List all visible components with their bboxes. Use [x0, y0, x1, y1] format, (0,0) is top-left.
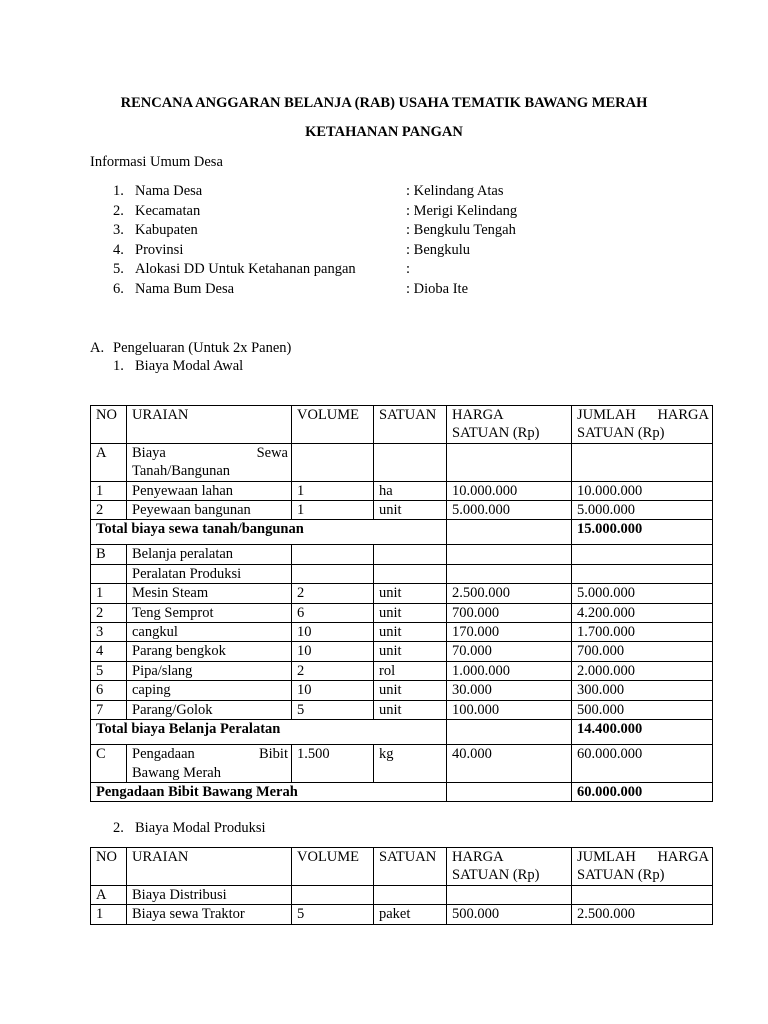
- group-row-b: [91, 545, 713, 564]
- cell-uraian: Teng Semprot: [127, 603, 292, 622]
- cell-volume: 5: [292, 905, 374, 924]
- header-volume: VOLUME: [292, 848, 374, 886]
- cell-jumlah: 2.000.000: [572, 661, 713, 680]
- group-row-a: A Biaya Distribusi: [91, 885, 713, 904]
- table-row: [91, 623, 713, 642]
- cell-no: 2: [91, 501, 127, 520]
- empty-cell: [292, 564, 374, 583]
- cell-jumlah: 5.000.000: [572, 501, 713, 520]
- cell-volume: 1.500: [292, 745, 374, 783]
- header-jumlah: JUMLAH HARGA SATUAN (Rp): [572, 848, 713, 886]
- total-label: Total biaya sewa tanah/bangunan: [91, 520, 447, 545]
- cell-uraian: cangkul: [127, 623, 292, 642]
- info-item-value: : Dioba Ite: [406, 280, 469, 297]
- cell-no: 5: [91, 661, 127, 680]
- total-row-a: [91, 520, 713, 545]
- total-value: 60.000.000: [572, 782, 713, 801]
- cell-no: 1: [91, 905, 127, 924]
- info-item-value: : Bengkulu: [406, 241, 471, 258]
- cell-no: 4: [91, 642, 127, 661]
- info-item-number: 6.: [113, 280, 124, 297]
- cell-satuan: rol: [374, 661, 447, 680]
- cell-harga: 1.000.000: [447, 661, 572, 680]
- subgroup-row: [91, 564, 713, 583]
- cell-satuan: unit: [374, 681, 447, 700]
- empty-cell: [374, 564, 447, 583]
- empty-cell: [292, 545, 374, 564]
- cell-satuan: unit: [374, 700, 447, 719]
- total-spacer: [447, 720, 572, 745]
- total-spacer: [447, 782, 572, 801]
- cell-volume: 10: [292, 681, 374, 700]
- cell-harga: 40.000: [447, 745, 572, 783]
- subsection-2-number: 2.: [113, 820, 124, 836]
- info-item-label: Kecamatan: [135, 202, 201, 219]
- group-code: B: [91, 545, 127, 564]
- table-row: [91, 661, 713, 680]
- cell-uraian: Parang bengkok: [127, 642, 292, 661]
- cell-satuan: unit: [374, 501, 447, 520]
- total-value: 14.400.000: [572, 720, 713, 745]
- cell-volume: 2: [292, 584, 374, 603]
- section-a-heading: Pengeluaran (Untuk 2x Panen): [113, 340, 292, 356]
- cell-volume: 6: [292, 603, 374, 622]
- subsection-1-heading: Biaya Modal Awal: [135, 358, 244, 374]
- header-satuan: SATUAN: [374, 848, 447, 886]
- table-row: [91, 481, 713, 500]
- empty-cell: [91, 564, 127, 583]
- info-item-label: Alokasi DD Untuk Ketahanan pangan: [135, 261, 356, 277]
- cell-no: 3: [91, 623, 127, 642]
- info-item-value: : Merigi Kelindang: [406, 202, 518, 219]
- cell-no: 1: [91, 584, 127, 603]
- cell-uraian: Parang/Golok: [127, 700, 292, 719]
- cell-jumlah: 5.000.000: [572, 584, 713, 603]
- info-item-number: 1.: [113, 183, 124, 199]
- table-header-row: [91, 848, 713, 886]
- cell-satuan: kg: [374, 745, 447, 783]
- table-header-row: [91, 406, 713, 444]
- cell-satuan: unit: [374, 642, 447, 661]
- cell-uraian: Penyewaan lahan: [127, 481, 292, 500]
- info-item-label: Kabupaten: [135, 222, 198, 238]
- cell-jumlah: 4.200.000: [572, 603, 713, 622]
- cell-volume: 2: [292, 661, 374, 680]
- total-spacer: [447, 520, 572, 545]
- total-row-c: [91, 782, 713, 801]
- group-code: C: [91, 745, 127, 783]
- cell-volume: 5: [292, 700, 374, 719]
- cell-harga: 2.500.000: [447, 584, 572, 603]
- subsection-2-heading: Biaya Modal Produksi: [135, 820, 266, 836]
- table-row: [91, 700, 713, 719]
- empty-cell: [572, 564, 713, 583]
- info-item-value: : Kelindang Atas: [406, 183, 504, 199]
- info-item-number: 3.: [113, 222, 124, 238]
- cell-no: 7: [91, 700, 127, 719]
- header-harga: HARGA SATUAN (Rp): [447, 848, 572, 886]
- table-row: [91, 905, 713, 924]
- cell-satuan: unit: [374, 603, 447, 622]
- total-row-b: [91, 720, 713, 745]
- header-no: NO: [91, 848, 127, 886]
- info-item-number: 2.: [113, 202, 124, 219]
- info-item-label: Nama Desa: [135, 183, 203, 199]
- empty-cell: [447, 564, 572, 583]
- table-row: [91, 501, 713, 520]
- document-subtitle: KETAHANAN PANGAN: [305, 124, 463, 140]
- cell-uraian: Mesin Steam: [127, 584, 292, 603]
- info-item-value: :: [406, 261, 411, 277]
- total-label: Total biaya Belanja Peralatan: [91, 720, 447, 745]
- cell-jumlah: 1.700.000: [572, 623, 713, 642]
- cell-uraian: Pipa/slang: [127, 661, 292, 680]
- header-uraian: URAIAN: [127, 406, 292, 444]
- document-title: RENCANA ANGGARAN BELANJA (RAB) USAHA TEMATIK BAWANG MERAH: [120, 95, 648, 111]
- cell-jumlah: 60.000.000: [572, 745, 713, 783]
- group-row-c: [91, 745, 713, 783]
- table-row: [91, 584, 713, 603]
- info-item-value: : Bengkulu Tengah: [406, 222, 516, 238]
- table-row: [91, 642, 713, 661]
- cell-uraian: caping: [127, 681, 292, 700]
- header-harga: HARGA SATUAN (Rp): [447, 406, 572, 444]
- empty-cell: [572, 545, 713, 564]
- info-item-label: Provinsi: [135, 241, 184, 258]
- group-label: Belanja peralatan: [127, 545, 292, 564]
- info-item-number: 4.: [113, 241, 124, 258]
- cell-uraian: Biaya sewa Traktor: [127, 905, 292, 924]
- info-heading: Informasi Umum Desa: [90, 154, 223, 170]
- cell-jumlah: 500.000: [572, 700, 713, 719]
- section-a-number: A.: [90, 340, 105, 356]
- total-value: 15.000.000: [572, 520, 713, 545]
- cell-harga: 10.000.000: [447, 481, 572, 500]
- info-item-label: Nama Bum Desa: [135, 280, 235, 297]
- cell-harga: 700.000: [447, 603, 572, 622]
- cell-satuan: unit: [374, 623, 447, 642]
- table-biaya-modal-awal: [90, 405, 713, 802]
- cell-harga: 500.000: [447, 905, 572, 924]
- cell-jumlah: 2.500.000: [572, 905, 713, 924]
- table-row: [91, 681, 713, 700]
- cell-satuan: paket: [374, 905, 447, 924]
- cell-satuan: unit: [374, 584, 447, 603]
- cell-no: 2: [91, 603, 127, 622]
- cell-no: 6: [91, 681, 127, 700]
- empty-cell: [374, 545, 447, 564]
- cell-harga: 70.000: [447, 642, 572, 661]
- group-row-a: A Biaya Sewa Tanah/Bangunan: [91, 443, 713, 481]
- cell-no: 1: [91, 481, 127, 500]
- header-volume: VOLUME: [292, 406, 374, 444]
- header-no: NO: [91, 406, 127, 444]
- header-satuan: SATUAN: [374, 406, 447, 444]
- cell-jumlah: 300.000: [572, 681, 713, 700]
- cell-volume: 10: [292, 623, 374, 642]
- subgroup-label: Peralatan Produksi: [127, 564, 292, 583]
- cell-harga: 5.000.000: [447, 501, 572, 520]
- table-biaya-modal-produksi: [90, 847, 713, 925]
- header-jumlah: JUMLAH HARGA SATUAN (Rp): [572, 406, 713, 444]
- cell-harga: 100.000: [447, 700, 572, 719]
- cell-uraian: Peyewaan bangunan: [127, 501, 292, 520]
- empty-cell: [447, 545, 572, 564]
- cell-jumlah: 700.000: [572, 642, 713, 661]
- cell-satuan: ha: [374, 481, 447, 500]
- group-label: Pengadaan Bibit Bawang Merah: [127, 745, 292, 783]
- cell-harga: 170.000: [447, 623, 572, 642]
- cell-volume: 1: [292, 481, 374, 500]
- cell-volume: 10: [292, 642, 374, 661]
- cell-volume: 1: [292, 501, 374, 520]
- info-item-number: 5.: [113, 261, 124, 277]
- header-uraian: URAIAN: [127, 848, 292, 886]
- total-label: Pengadaan Bibit Bawang Merah: [91, 782, 447, 801]
- table-row: [91, 603, 713, 622]
- subsection-1-number: 1.: [113, 358, 124, 374]
- cell-harga: 30.000: [447, 681, 572, 700]
- cell-jumlah: 10.000.000: [572, 481, 713, 500]
